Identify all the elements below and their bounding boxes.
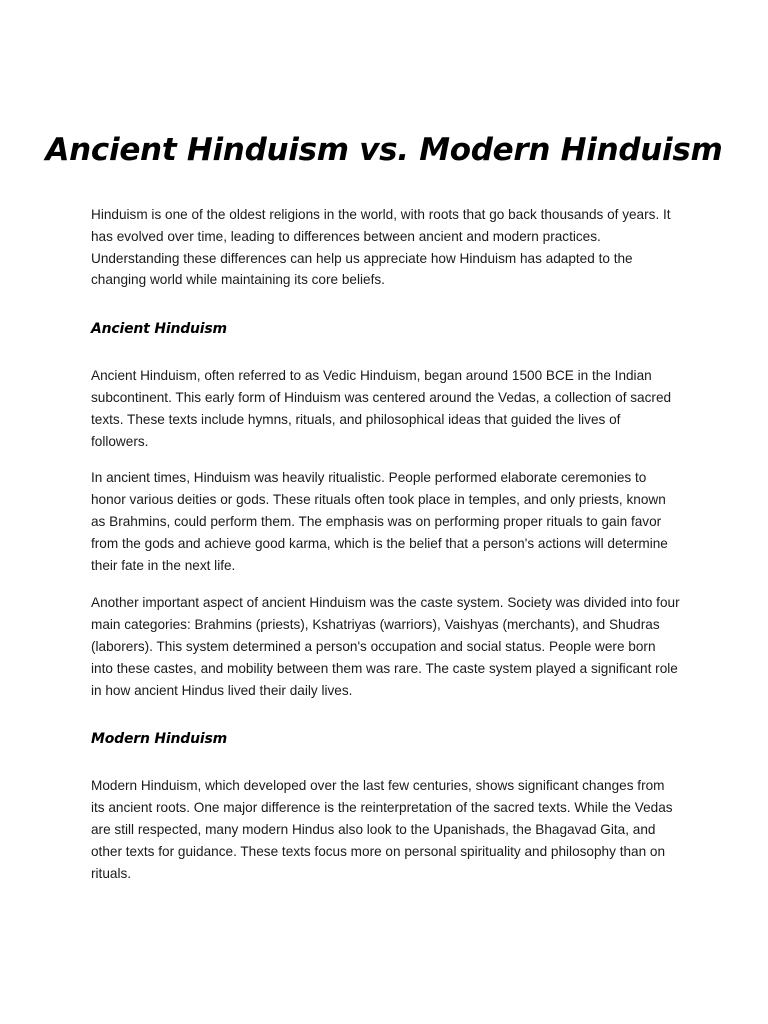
ancient-paragraph-3: Another important aspect of ancient Hinduism was the caste system. Society was divided into four main categories: Brahmins (priests), Kshatriyas (warriors), Vaishyas (merchants), and Shudras (laborers). This system determined a person's occupation and social status. People were born into these castes, and mobility between them was rare. The caste system played a significant role in how ancient Hindus lived their daily lives. [91,595,680,698]
ancient-paragraph-1: Ancient Hinduism, often referred to as Vedic Hinduism, began around 1500 BCE in the Indian subcontinent. This early form of Hinduism was centered around the Vedas, a collection of sacred texts. These texts include hymns, rituals, and philosophical ideas that guided the lives of followers. [91,368,672,449]
document-body [91,204,681,884]
page-title: Ancient Hinduism vs. Modern Hinduism [45,132,723,168]
ancient-paragraph-2: In ancient times, Hinduism was heavily ritualistic. People performed elaborate ceremonies to honor various deities or gods. These rituals often took place in temples, and only priests, known as Brahmins, could perform them. The emphasis was on performing proper rituals to gain favor from the gods and achieve good karma, which is the belief that a person's actions will determine their fate in the next life. [91,470,668,573]
intro-paragraph: Hinduism is one of the oldest religions in the world, with roots that go back thousands of years. It has evolved over time, leading to differences between ancient and modern practices. Understanding these differences can help us appreciate how Hinduism has adapted to the changing world while maintaining its core beliefs. [91,207,671,288]
modern-paragraph-1: Modern Hinduism, which developed over the last few centuries, shows significant changes from its ancient roots. One major difference is the reinterpretation of the sacred texts. While the Vedas are still respected, many modern Hindus also look to the Upanishads, the Bhagavad Gita, and other texts for guidance. These texts focus more on personal spirituality and philosophy than on rituals. [91,778,673,881]
section-heading-ancient: Ancient Hinduism [91,321,227,338]
section-heading-modern: Modern Hinduism [91,731,228,748]
